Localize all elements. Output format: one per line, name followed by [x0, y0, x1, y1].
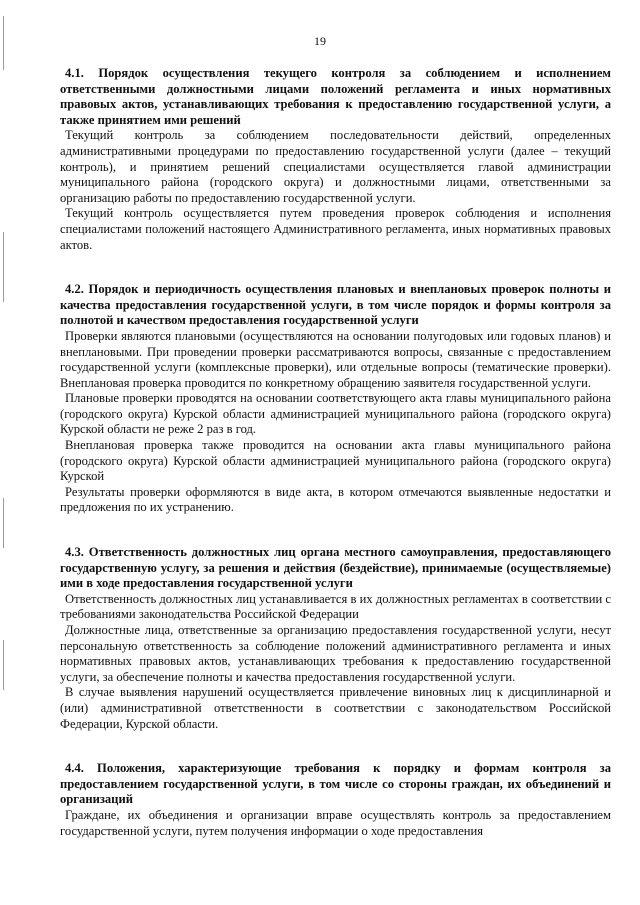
section-heading: 4.1. Порядок осуществления текущего контроля за соблюдением и исполнением ответственными должностными лицами положений регламента и иных нормативных правовых актов, устанавливающих требования к предоставлению государственной услуги, а также принятием ими решений	[60, 66, 611, 127]
paragraph: Текущий контроль осуществляется путем проведения проверок соблюдения и исполнения специалистами положений настоящего Административного регламента, иных нормативных правовых актов.	[60, 206, 611, 252]
scan-margin-mark	[3, 498, 4, 548]
section-heading: 4.4. Положения, характеризующие требования к порядку и формам контроля за предоставлением государственной услуги, в том числе со стороны граждан, их объединений и организаций	[60, 761, 611, 807]
section-heading: 4.2. Порядок и периодичность осуществления плановых и внеплановых проверок полноты и качества предоставления государственной услуги, в том числе порядок и формы контроля за полнотой и качеством предоставления государственной услуги	[60, 282, 611, 328]
paragraph: Внеплановая проверка также проводится на основании акта главы муниципального района (городского округа) Курской области администрацией муниципального района (городского округа) Курской	[60, 438, 611, 484]
section-spacer	[60, 732, 611, 761]
paragraph: Ответственность должностных лиц устанавливается в их должностных регламентах в соответствии с требованиями законодательства Российской Федерации	[60, 591, 611, 622]
paragraph: Текущий контроль за соблюдением последовательности действий, определенных административными процедурами по предоставлению государственной услуги (далее – текущий контроль), и принятием решений специалистами осуществляется главой администрации муниципального района (городского округа) и должностными лицами, ответственными за организацию работы по предоставлению государственной услуги.	[60, 128, 611, 205]
document-body	[60, 66, 611, 839]
section-4-1	[60, 66, 611, 253]
scan-margin-mark	[3, 640, 4, 690]
section-spacer	[60, 253, 611, 282]
section-4-4	[60, 761, 611, 839]
section-4-2	[60, 282, 611, 516]
page-number: 19	[314, 34, 326, 48]
section-4-3	[60, 545, 611, 732]
section-spacer	[60, 516, 611, 545]
paragraph: Должностные лица, ответственные за организацию предоставления государственной услуги, несут персональную ответственность за соблюдение положений административного регламента и иных нормативных правовых актов, устанавливающих требования к предоставлению государственной услуги, за обеспечение полноты и качества предоставления государственной услуги.	[60, 623, 611, 684]
paragraph: Результаты проверки оформляются в виде акта, в котором отмечаются выявленные недостатки и предложения по их устранению.	[60, 484, 611, 515]
paragraph: Проверки являются плановыми (осуществляются на основании полугодовых или годовых планов) и внеплановыми. При проведении проверки рассматриваются вопросы, связанные с предоставлением государственной услуги (комплексные проверки), или отдельные вопросы (тематические проверки). Внеплановая проверка проводится по конкретному обращению заявителя государственной услуги.	[60, 328, 611, 390]
paragraph: В случае выявления нарушений осуществляется привлечение виновных лиц к дисциплинарной и (или) административной ответственности в соответствии с законодательством Российской Федерации, Курской области.	[60, 685, 611, 731]
scan-margin-mark	[3, 232, 4, 302]
paragraph: Плановые проверки проводятся на основании соответствующего акта главы муниципального района (городского округа) Курской области администрацией муниципального района (городского округа) Курской области не реже 2 раз в год.	[60, 391, 611, 437]
section-heading: 4.3. Ответственность должностных лиц органа местного самоуправления, предоставляющего государственную услугу, за решения и действия (бездействие), принимаемые (осуществляемые) ими в ходе предоставления государственной услуги	[60, 545, 611, 591]
paragraph: Граждане, их объединения и организации вправе осуществлять контроль за предоставлением государственной услуги, путем получения информации о ходе предоставления	[60, 807, 611, 838]
